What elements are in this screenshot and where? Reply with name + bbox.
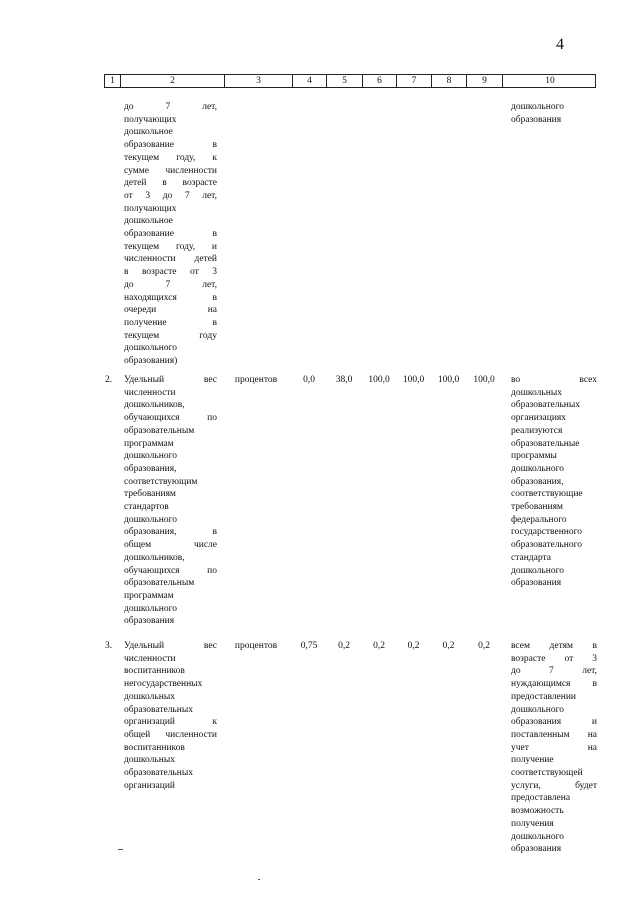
text-line: до 7 лет, xyxy=(124,279,217,290)
text-line: организациях xyxy=(511,413,567,424)
text-line: дошкольного xyxy=(124,451,177,462)
text-line: образования xyxy=(511,578,562,589)
text-line: образования и xyxy=(511,717,597,728)
text-line: соответствующим xyxy=(124,476,198,487)
text-line: образования, xyxy=(511,476,564,487)
text-line: дошкольного xyxy=(124,343,177,354)
text-line: негосударственных xyxy=(124,679,203,690)
text-line: дошкольных xyxy=(511,387,562,398)
text-line: воспитанников xyxy=(124,742,185,753)
text-line: сумме численности xyxy=(124,165,217,176)
text-line: дошкольное xyxy=(124,127,173,138)
text-line: во всех xyxy=(511,375,597,385)
value-cell: 0,2 xyxy=(373,641,385,651)
header-col-7: 7 xyxy=(397,75,432,87)
text-line: образовательные xyxy=(511,438,580,449)
text-line: численности детей xyxy=(124,254,217,265)
header-col-1: 1 xyxy=(105,75,121,87)
page-number: 4 xyxy=(556,36,564,53)
table-header-row xyxy=(104,74,596,88)
text-line: образования) xyxy=(124,356,178,367)
margin-mark xyxy=(118,849,123,850)
text-line: текущем году, к xyxy=(124,152,217,163)
header-col-5: 5 xyxy=(327,75,363,87)
text-line: образования, в xyxy=(124,527,217,538)
unit-cell: процентов xyxy=(234,641,278,651)
text-line: текущем году, и xyxy=(124,241,217,252)
text-line: получение в xyxy=(124,317,217,328)
text-line: стандарта xyxy=(511,552,551,563)
text-line: дошкольного xyxy=(124,514,177,525)
text-line: общей численности xyxy=(124,729,217,740)
text-line: дошкольного xyxy=(511,463,564,474)
text-line: образование в xyxy=(124,140,217,151)
text-line: организаций xyxy=(124,780,176,791)
value-cell: 0,2 xyxy=(442,641,455,651)
note-text xyxy=(511,374,597,590)
text-line: Удельный вес xyxy=(124,375,217,385)
text-line: образовательным xyxy=(124,425,195,436)
text-line: общем числе xyxy=(124,540,217,551)
value-cell: 0,0 xyxy=(303,375,315,385)
value-cell: 100,0 xyxy=(473,375,495,385)
text-line: находящихся в xyxy=(124,292,217,303)
text-line: предоставлении xyxy=(511,691,577,702)
value-cell: 100,0 xyxy=(402,375,425,385)
text-line: получения xyxy=(511,818,554,829)
text-line: получение xyxy=(511,755,554,766)
text-line: государственного xyxy=(511,527,583,538)
header-col-8: 8 xyxy=(432,75,467,87)
text-line: программам xyxy=(124,438,174,449)
text-line: дошкольного xyxy=(511,102,564,112)
text-line: реализуются xyxy=(511,425,563,436)
value-cell: 38,0 xyxy=(335,375,353,385)
text-line: воспитанников xyxy=(124,666,185,677)
indicator-text xyxy=(124,640,217,792)
text-line: до 7 лет, xyxy=(511,666,597,677)
text-line: в возрасте от 3 xyxy=(124,267,217,278)
text-line: дошкольных xyxy=(124,755,175,766)
text-line: численности xyxy=(124,387,176,398)
text-line: дошкольных xyxy=(124,691,175,702)
text-line: поставленным на xyxy=(511,729,597,740)
continuation-indicator-text xyxy=(124,101,217,368)
text-line: дошкольное xyxy=(124,216,173,227)
text-line: образовательного xyxy=(511,540,583,551)
value-cell: 0,2 xyxy=(478,641,490,651)
text-line: образование в xyxy=(124,229,217,240)
text-line: дошкольников, xyxy=(124,552,185,563)
text-line: получающих xyxy=(124,203,177,214)
text-line: предоставлена xyxy=(511,793,571,804)
header-col-2: 2 xyxy=(121,75,225,87)
text-line: услуги, будет xyxy=(511,780,597,791)
scan-speck xyxy=(258,879,260,880)
text-line: требованиям xyxy=(511,502,563,513)
header-col-3: 3 xyxy=(225,75,293,87)
text-line: обучающихся по xyxy=(124,413,217,424)
text-line: нуждающимся в xyxy=(511,679,597,690)
row-number: 2. xyxy=(105,375,113,385)
text-line: дошкольников, xyxy=(124,400,185,411)
header-col-4: 4 xyxy=(293,75,327,87)
value-cell: 0,2 xyxy=(407,641,420,651)
text-line: организаций к xyxy=(124,717,217,728)
text-line: учет на xyxy=(511,742,597,753)
text-line: образования xyxy=(511,114,562,125)
text-line: образования, xyxy=(124,463,177,474)
text-line: дошкольного xyxy=(511,704,564,715)
text-line: образовательных xyxy=(124,704,193,715)
value-cell: 0,2 xyxy=(338,641,350,651)
text-line: всем детям в xyxy=(511,641,597,651)
header-col-10: 10 xyxy=(545,76,555,86)
continuation-note-text xyxy=(511,101,597,126)
text-line: получающих xyxy=(124,114,177,125)
text-line: образовательных xyxy=(511,400,580,411)
unit-cell: процентов xyxy=(234,375,278,385)
value-cell: 100,0 xyxy=(368,375,390,385)
text-line: федерального xyxy=(511,514,567,525)
text-line: образовательных xyxy=(124,768,193,779)
row-number: 3. xyxy=(105,641,113,651)
text-line: возможность xyxy=(511,806,564,817)
text-line: соответствующей xyxy=(511,768,583,779)
text-line: образования xyxy=(124,616,175,627)
text-line: стандартов xyxy=(124,502,169,513)
text-line: возрасте от 3 xyxy=(511,653,597,664)
value-cell: 100,0 xyxy=(437,375,460,385)
text-line: требованиям xyxy=(124,489,176,500)
text-line: обучающихся по xyxy=(124,565,217,576)
text-line: программам xyxy=(124,590,174,601)
text-line: детей в возрасте xyxy=(124,178,217,189)
header-col-9: 9 xyxy=(467,75,503,87)
text-line: дошкольного xyxy=(511,565,564,576)
text-line: дошкольного xyxy=(511,831,564,842)
text-line: образования xyxy=(511,844,562,855)
text-line: программы xyxy=(511,451,557,462)
value-cell: 0,75 xyxy=(300,641,318,651)
note-text xyxy=(511,640,597,856)
text-line: от 3 до 7 лет, xyxy=(124,190,217,201)
text-line: образовательным xyxy=(124,578,195,589)
text-line: соответствующие xyxy=(511,489,583,500)
header-col-6: 6 xyxy=(363,75,397,87)
text-line: до 7 лет, xyxy=(124,102,217,112)
indicator-text xyxy=(124,374,217,628)
text-line: дошкольного xyxy=(124,603,177,614)
text-line: Удельный вес xyxy=(124,641,217,651)
text-line: численности xyxy=(124,653,176,664)
text-line: очереди на xyxy=(124,305,217,316)
text-line: текущем году xyxy=(124,330,217,341)
